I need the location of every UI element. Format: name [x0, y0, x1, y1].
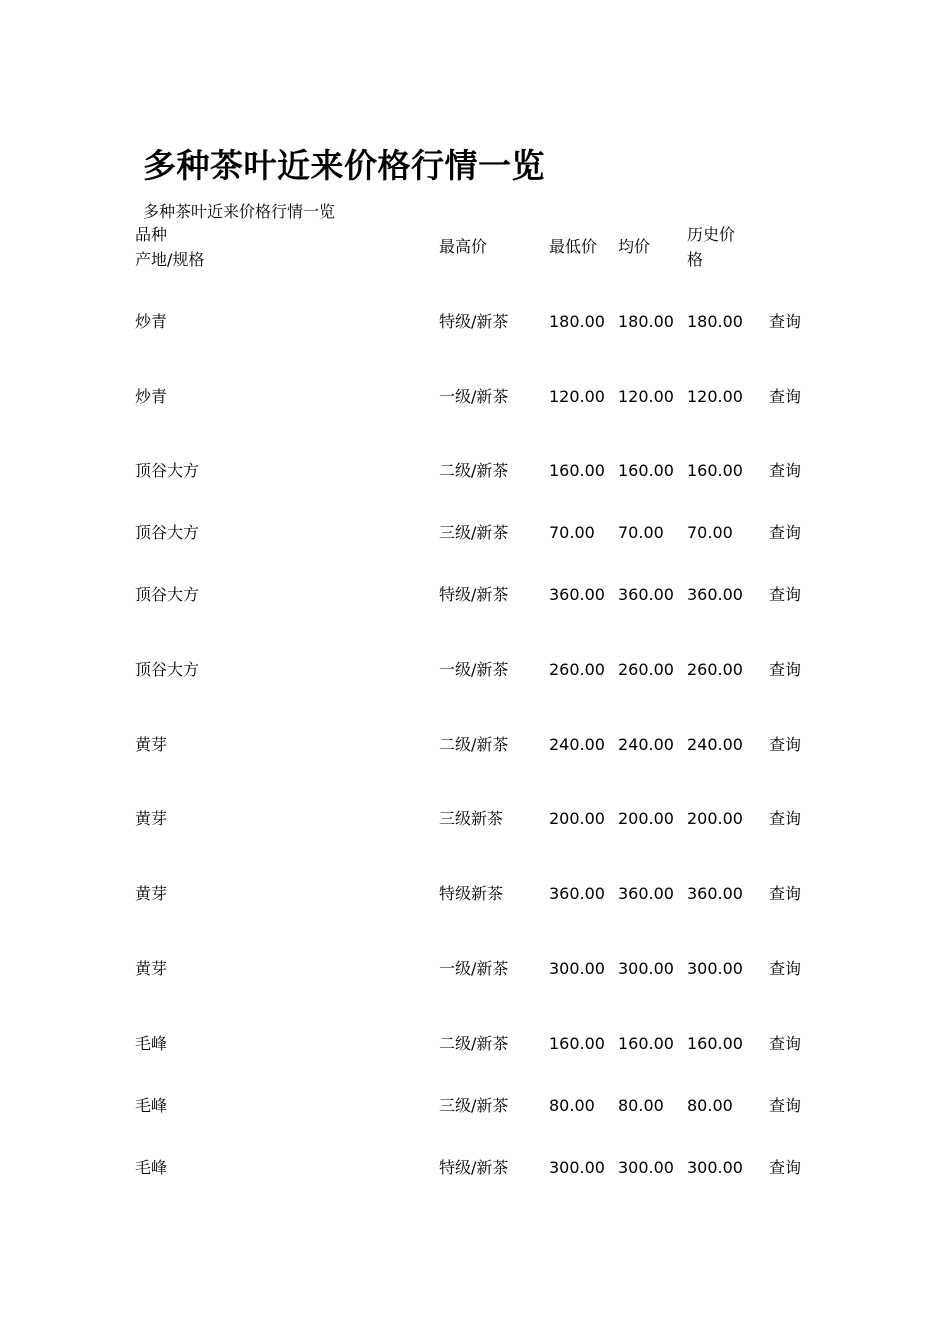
query-link[interactable]: 查询 [769, 1096, 802, 1115]
cell-avg-price: 160.00 [687, 1034, 743, 1053]
cell-spec: 特级新茶 [439, 884, 504, 903]
cell-high-price: 240.00 [549, 735, 605, 754]
header-history: 历史价格 [687, 225, 736, 269]
cell-avg-price: 360.00 [687, 585, 743, 604]
cell-variety: 顶谷大方 [135, 461, 200, 480]
cell-high-price: 200.00 [549, 809, 605, 828]
cell-low-price: 120.00 [618, 387, 674, 406]
cell-high-price: 360.00 [549, 585, 605, 604]
cell-high-price: 160.00 [549, 461, 605, 480]
table-caption: 多种茶叶近来价格行情一览 [143, 202, 336, 221]
query-link[interactable]: 查询 [769, 660, 802, 679]
cell-low-price: 160.00 [618, 461, 674, 480]
cell-avg-price: 300.00 [687, 1158, 743, 1177]
cell-low-price: 300.00 [618, 1158, 674, 1177]
cell-variety: 黄芽 [135, 735, 168, 754]
cell-low-price: 160.00 [618, 1034, 674, 1053]
header-variety: 品种 [135, 225, 168, 244]
cell-spec: 二级/新茶 [439, 1034, 509, 1053]
query-link[interactable]: 查询 [769, 523, 802, 542]
cell-variety: 黄芽 [135, 884, 168, 903]
cell-variety: 毛峰 [135, 1096, 168, 1115]
cell-variety: 炒青 [135, 312, 168, 331]
cell-variety: 毛峰 [135, 1034, 168, 1053]
cell-spec: 三级新茶 [439, 809, 504, 828]
cell-spec: 一级/新茶 [439, 959, 509, 978]
query-link[interactable]: 查询 [769, 1034, 802, 1053]
query-link[interactable]: 查询 [769, 884, 802, 903]
header-variety-spec [135, 222, 204, 272]
cell-variety: 黄芽 [135, 959, 168, 978]
cell-high-price: 300.00 [549, 959, 605, 978]
cell-variety: 毛峰 [135, 1158, 168, 1177]
page-title: 多种茶叶近来价格行情一览 [143, 146, 545, 185]
query-link[interactable]: 查询 [769, 585, 802, 604]
cell-high-price: 80.00 [549, 1096, 595, 1115]
cell-variety: 黄芽 [135, 809, 168, 828]
cell-avg-price: 160.00 [687, 461, 743, 480]
cell-avg-price: 240.00 [687, 735, 743, 754]
cell-spec: 二级/新茶 [439, 461, 509, 480]
cell-low-price: 70.00 [618, 523, 664, 542]
cell-low-price: 240.00 [618, 735, 674, 754]
cell-variety: 炒青 [135, 387, 168, 406]
cell-avg-price: 200.00 [687, 809, 743, 828]
cell-high-price: 260.00 [549, 660, 605, 679]
cell-spec: 三级/新茶 [439, 1096, 509, 1115]
cell-variety: 顶谷大方 [135, 523, 200, 542]
cell-avg-price: 70.00 [687, 523, 733, 542]
query-link[interactable]: 查询 [769, 809, 802, 828]
cell-avg-price: 80.00 [687, 1096, 733, 1115]
cell-low-price: 300.00 [618, 959, 674, 978]
cell-high-price: 300.00 [549, 1158, 605, 1177]
header-spec: 产地/规格 [135, 250, 205, 269]
cell-spec: 一级/新茶 [439, 660, 509, 679]
query-link[interactable]: 查询 [769, 312, 802, 331]
cell-spec: 特级/新茶 [439, 312, 509, 331]
cell-high-price: 70.00 [549, 523, 595, 542]
query-link[interactable]: 查询 [769, 735, 802, 754]
cell-avg-price: 360.00 [687, 884, 743, 903]
cell-variety: 顶谷大方 [135, 660, 200, 679]
cell-spec: 一级/新茶 [439, 387, 509, 406]
cell-low-price: 360.00 [618, 884, 674, 903]
query-link[interactable]: 查询 [769, 461, 802, 480]
cell-high-price: 360.00 [549, 884, 605, 903]
cell-spec: 特级/新茶 [439, 585, 509, 604]
cell-avg-price: 180.00 [687, 312, 743, 331]
cell-high-price: 160.00 [549, 1034, 605, 1053]
query-link[interactable]: 查询 [769, 959, 802, 978]
cell-low-price: 200.00 [618, 809, 674, 828]
query-link[interactable]: 查询 [769, 387, 802, 406]
cell-low-price: 180.00 [618, 312, 674, 331]
header-low: 最低价 [549, 237, 598, 256]
cell-spec: 特级/新茶 [439, 1158, 509, 1177]
cell-spec: 二级/新茶 [439, 735, 509, 754]
cell-high-price: 180.00 [549, 312, 605, 331]
cell-spec: 三级/新茶 [439, 523, 509, 542]
query-link[interactable]: 查询 [769, 1158, 802, 1177]
cell-low-price: 80.00 [618, 1096, 664, 1115]
cell-high-price: 120.00 [549, 387, 605, 406]
header-high: 最高价 [439, 237, 488, 256]
cell-low-price: 360.00 [618, 585, 674, 604]
cell-low-price: 260.00 [618, 660, 674, 679]
header-avg: 均价 [618, 237, 651, 256]
cell-avg-price: 260.00 [687, 660, 743, 679]
cell-variety: 顶谷大方 [135, 585, 200, 604]
cell-avg-price: 120.00 [687, 387, 743, 406]
cell-avg-price: 300.00 [687, 959, 743, 978]
